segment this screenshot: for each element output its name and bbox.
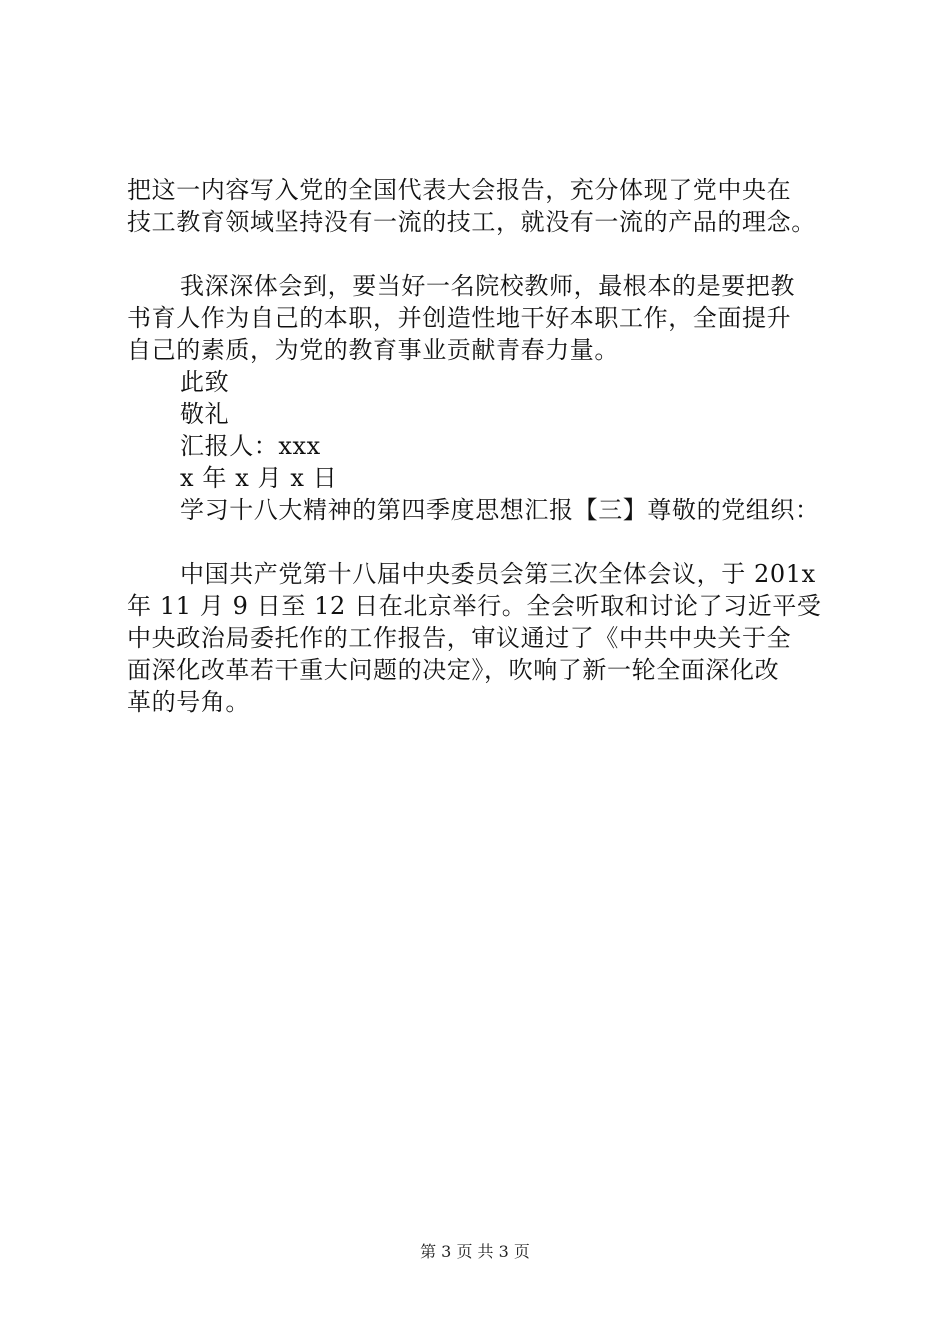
section-heading: 学习十八大精神的第四季度思想汇报【三】尊敬的党组织： <box>180 496 820 524</box>
date-line: x 年 x 月 x 日 <box>180 464 338 492</box>
paragraph-3-line-4: 面深化改革若干重大问题的决定》，吹响了新一轮全面深化改 <box>127 656 780 684</box>
paragraph-gap <box>127 238 847 270</box>
paragraph-2-line-1: 我深深体会到，要当好一名院校教师，最根本的是要把教 <box>180 272 795 300</box>
paragraph-3-line-3: 中央政治局委托作的工作报告，审议通过了《中共中央关于全 <box>127 624 792 652</box>
paragraph-2-line-3: 自己的素质，为党的教育事业贡献青春力量。 <box>127 336 619 364</box>
paragraph-2-line-2: 书育人作为自己的本职，并创造性地干好本职工作，全面提升 <box>127 304 792 332</box>
paragraph-1-line-2: 技工教育领域坚持没有一流的技工，就没有一流的产品的理念。 <box>127 208 816 236</box>
paragraph-3-line-5: 革的号角。 <box>127 688 250 716</box>
closing-salutation-2: 敬礼 <box>180 400 230 428</box>
paragraph-3-line-2: 年 11 月 9 日至 12 日在北京举行。全会听取和讨论了习近平受 <box>127 592 822 620</box>
paragraph-gap <box>127 526 847 558</box>
paragraph-3-line-1: 中国共产党第十八届中央委员会第三次全体会议，于 201x <box>180 560 816 588</box>
page-footer: 第 3 页 共 3 页 <box>420 1242 530 1261</box>
reporter-line: 汇报人：xxx <box>180 432 321 460</box>
closing-salutation-1: 此致 <box>180 368 230 396</box>
document-body <box>127 174 847 718</box>
paragraph-1-line-1: 把这一内容写入党的全国代表大会报告，充分体现了党中央在 <box>127 176 792 204</box>
